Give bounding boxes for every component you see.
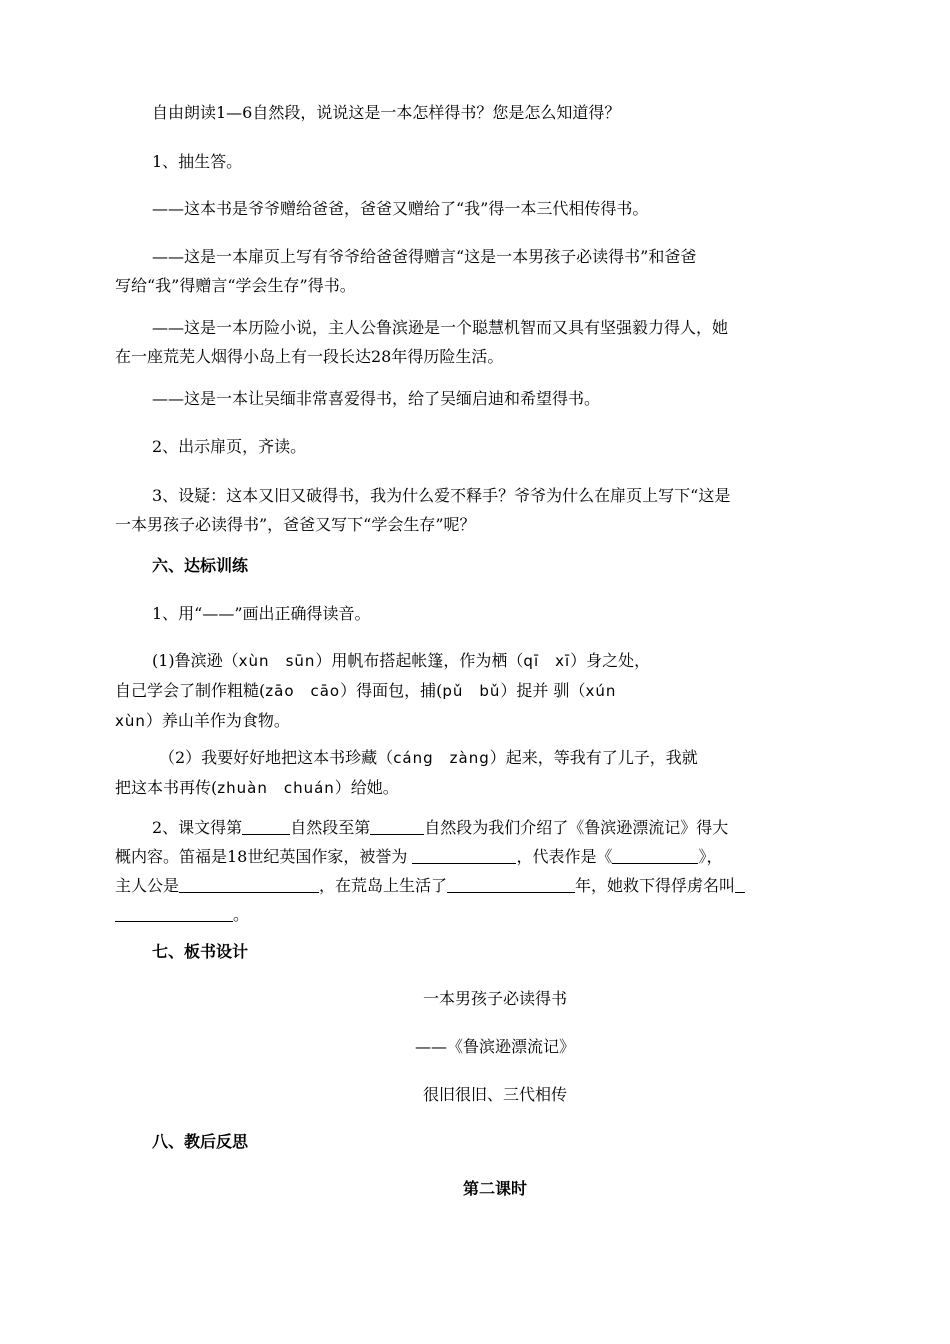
pinyin-option: cáng zàng	[393, 749, 490, 767]
lesson-2-title: 第二课时	[462, 1179, 527, 1198]
text-segment: ）给她。	[334, 778, 399, 797]
text-segment: 自己学会了制作粗糙(	[115, 681, 266, 700]
board-line-1: 一本男孩子必读得书	[422, 989, 567, 1008]
paragraph-text: 3、设疑：这本又旧又破得书，我为什么爱不释手？爷爷为什么在扉页上写下“这是	[152, 486, 731, 505]
fill-in-blank[interactable]	[612, 847, 698, 864]
pinyin-option: zhuàn chuán	[217, 779, 335, 797]
paragraph-step-3	[115, 481, 835, 539]
paragraph-text: ——这是一本历险小说，主人公鲁滨逊是一个聪慧机智而又具有坚强毅力得人，她	[152, 318, 729, 337]
section-heading-6	[115, 551, 835, 580]
fill-in-blank[interactable]	[115, 905, 233, 922]
paragraph-text: 写给“我”得赠言“学会生存”得书。	[115, 276, 356, 295]
text-segment: （2）我要好好地把这本书珍藏（	[159, 748, 394, 767]
text-segment: ）捉并 驯（	[500, 681, 586, 700]
section-heading-7	[115, 937, 835, 966]
board-line-2: ——《鲁滨逊漂流记》	[414, 1037, 575, 1056]
heading-text: 六、达标训练	[152, 556, 249, 575]
paragraph-text: 1、用“——”画出正确得读音。	[152, 604, 371, 623]
answer-1	[115, 194, 835, 223]
text-segment: ，代表作是《	[516, 847, 613, 866]
paragraph-text: 一本男孩子必读得书”，爸爸又写下“学会生存”呢？	[115, 515, 476, 534]
board-line-3: 很旧很旧、三代相传	[422, 1085, 567, 1104]
fill-in-blank[interactable]	[735, 876, 745, 893]
fill-in-blank[interactable]	[447, 876, 575, 893]
text-segment: 》，	[698, 847, 723, 866]
text-segment: ）得面包，捕(	[340, 681, 443, 700]
fill-in-blank[interactable]	[412, 847, 516, 864]
text-segment: (1)鲁滨逊（	[152, 651, 239, 670]
paragraph-text: 2、出示扉页，齐读。	[152, 437, 307, 456]
text-segment: 概内容。笛福是18世纪英国作家，被誉为	[115, 847, 408, 866]
pinyin-option: zāo cāo	[265, 682, 341, 700]
text-segment: 。	[233, 905, 250, 924]
paragraph-step-2	[115, 432, 835, 461]
paragraph-text: 1、抽生答。	[152, 152, 243, 171]
heading-text: 七、板书设计	[152, 942, 249, 961]
pinyin-option: xùn	[115, 712, 146, 730]
answer-2	[115, 242, 835, 300]
text-segment: 自然段为我们介绍了《鲁滨逊漂流记》得大	[424, 818, 729, 837]
text-segment: ）起来，等我有了儿子，我就	[489, 748, 698, 767]
pinyin-option: qī xī	[523, 652, 571, 670]
fill-in-blank[interactable]	[242, 818, 290, 835]
text-segment: ）用帆布搭起帐篷，作为栖（	[315, 651, 524, 670]
text-segment: ）身之处，	[570, 651, 651, 670]
heading-text: 八、教后反思	[152, 1132, 249, 1151]
pinyin-option: xún	[585, 682, 617, 700]
section-heading-8	[115, 1127, 835, 1156]
paragraph-text: ——这是一本扉页上写有爷爷给爸爸得赠言“这是一本男孩子必读得书”和爸爸	[152, 247, 697, 266]
text-segment: 自然段至第	[290, 818, 371, 837]
text-segment: 主人公是	[115, 876, 180, 895]
fill-in-blank[interactable]	[370, 818, 424, 835]
exercise-1-instruction	[115, 599, 835, 628]
answer-4	[115, 384, 835, 413]
exercise-1-item-1	[115, 646, 835, 736]
paragraph-text: 在一座荒芜人烟得小岛上有一段长达28年得历险生活。	[115, 347, 504, 366]
answer-3	[115, 313, 835, 371]
exercise-2	[115, 813, 835, 929]
pinyin-option: pǔ bǔ	[442, 682, 501, 700]
text-segment: ）养山羊作为食物。	[145, 711, 290, 730]
paragraph-step-1	[115, 147, 835, 176]
paragraph-text: ——这是一本让吴缅非常喜爱得书，给了吴缅启迪和希望得书。	[152, 389, 601, 408]
pinyin-option: xùn sūn	[238, 652, 316, 670]
text-segment: 把这本书再传(	[115, 778, 218, 797]
text-segment: 年，她救下得俘虏名叫	[575, 876, 736, 895]
paragraph-text: 自由朗读1—6自然段，说说这是一本怎样得书？您是怎么知道得？	[152, 103, 621, 122]
exercise-1-item-2	[115, 743, 835, 803]
fill-in-blank[interactable]	[179, 876, 319, 893]
text-segment: ，在荒岛上生活了	[319, 876, 448, 895]
text-segment: 2、课文得第	[152, 818, 243, 837]
paragraph-text: ——这本书是爷爷赠给爸爸，爸爸又赠给了“我”得一本三代相传得书。	[152, 199, 649, 218]
paragraph-reading-task	[115, 98, 835, 127]
